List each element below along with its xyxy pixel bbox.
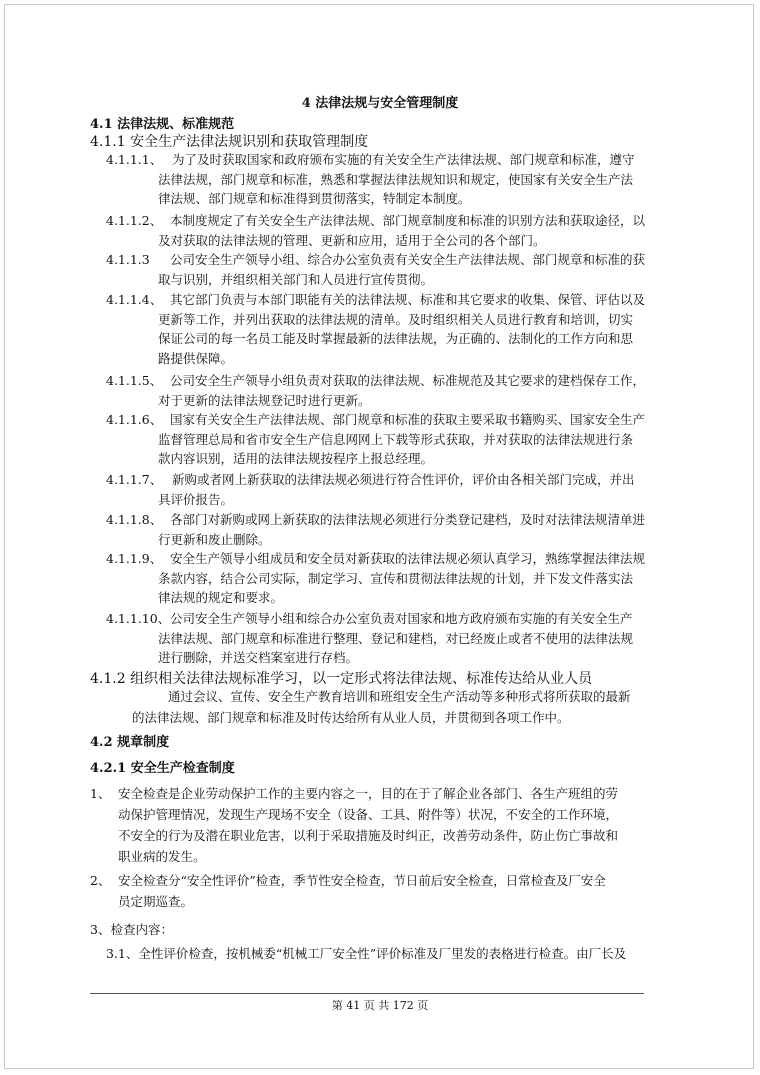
- rule-text-line: 不安全的行为及潜在职业危害，以利于采取措施及时纠正，改善劳动条件，防止伤亡事故和: [118, 828, 619, 843]
- item-text-line: 对于更新的法律法规登记时进行更新。: [158, 392, 371, 408]
- document-title: 4 法律法规与安全管理制度: [301, 96, 459, 111]
- item-number: 4.1.1.6、: [106, 412, 163, 427]
- rule-text-line: 员定期巡查。: [118, 894, 194, 909]
- rule-text-line: 安全检查分“安全性评价”检查，季节性安全检查，节日前后安全检查，日常检查及厂安全: [118, 873, 606, 888]
- item-number: 4.1.1.9、: [106, 551, 163, 566]
- item-text-line: 更新等工作，并列出获取的法律法规的清单。及时组织相关人员进行教育和培训，切实: [158, 311, 634, 327]
- footer-rule: [90, 993, 644, 994]
- item-text-line: 进行删除，并送交档案室进行存档。: [158, 650, 359, 665]
- item-number: 4.1.1.7、: [106, 472, 163, 487]
- item-number: 4.1.1.4、: [106, 292, 163, 307]
- item-text-line: 律法规、部门规章和标准得到贯彻落实，特制定本制度。: [158, 191, 471, 206]
- item-text-line: 新购或者网上新获取的法律法规必须进行符合性评价，评价由各相关部门完成，并出: [172, 472, 635, 487]
- p412-line-1: 通过会议、宣传、安全生产教育培训和班组安全生产活动等多种形式将所获取的最新: [168, 689, 631, 704]
- item-text-line: 公司安全生产领导小组和综合办公室负责对国家和地方政府颁布实施的有关安全生产: [170, 611, 633, 626]
- item-text-line: 监督管理总局和省市安全生产信息网网上下载等形式获取，并对获取的法律法规进行条: [158, 431, 634, 447]
- rule-3-1-text: 3.1、全性评价检查，按机械委“机械工厂安全性”评价标准及厂里发的表格进行检查。由厂长及: [106, 946, 627, 961]
- item-text-line: 法律法规、部门规章和标准进行整理、登记和建档，对已经废止或者不使用的法律法规: [158, 630, 634, 646]
- rule-number: 2、: [90, 873, 111, 888]
- item-text-line: 具评价报告。: [158, 491, 234, 507]
- item-text-line: 取与识别，并组织相关部门和人员进行宣传贯彻。: [158, 271, 434, 287]
- rule-text-line: 安全检查是企业劳动保护工作的主要内容之一，目的在于了解企业各部门、各生产班组的劳: [118, 786, 619, 801]
- item-text-line: 法律法规，部门规章和标准，熟悉和掌握法律法规知识和规定，使国家有关安全生产法: [158, 171, 634, 187]
- item-number: 4.1.1.10、: [106, 611, 171, 626]
- page-footer: 第 41 页 共 172 页: [331, 999, 429, 1012]
- item-text-line: 律法规的规定和要求。: [158, 590, 284, 605]
- item-text-line: 本制度规定了有关安全生产法律法规、部门规章制度和标准的识别方法和获取途径，以: [170, 213, 646, 228]
- item-text-line: 行更新和废止删除。: [158, 531, 271, 547]
- item-number: 4.1.1.3: [106, 252, 150, 267]
- section-4-2-heading: 4.2 规章制度: [90, 735, 170, 750]
- item-text-line: 安全生产领导小组成员和安全员对新获取的法律法规必须认真学习，熟练掌握法律法规: [170, 551, 646, 566]
- item-number: 4.1.1.8、: [106, 512, 163, 527]
- item-number: 4.1.1.5、: [106, 373, 163, 388]
- item-text-line: 公司安全生产领导小组、综合办公室负责有关安全生产法律法规、部门规章和标准的获: [170, 252, 646, 267]
- item-text-line: 路提供保障。: [158, 350, 234, 366]
- section-4-1-1-heading: 4.1.1 安全生产法律法规识别和获取管理制度: [90, 134, 369, 150]
- rule-text-line: 动保护管理情况，发现生产现场不安全（设备、工具、附件等）状况，不安全的工作环境，: [118, 807, 619, 822]
- rule-text-line: 职业病的发生。: [118, 849, 206, 864]
- item-number: 4.1.1.2、: [106, 213, 163, 228]
- item-text-line: 公司安全生产领导小组负责对获取的法律法规、标准规范及其它要求的建档保存工作，: [170, 373, 646, 388]
- item-text-line: 为了及时获取国家和政府颁布实施的有关安全生产法律法规、部门规章和标准，遵守: [172, 152, 635, 167]
- section-4-1-heading: 4.1 法律法规、标准规范: [90, 117, 235, 132]
- item-text-line: 国家有关安全生产法律法规、部门规章和标准的获取主要采取书籍购买、国家安全生产: [170, 412, 646, 427]
- item-text-line: 保证公司的每一名员工能及时掌握最新的法律法规，为正确的、法制化的工作方向和思: [158, 331, 634, 346]
- item-text-line: 及对获取的法律法规的管理、更新和应用，适用于全公司的各个部门。: [158, 232, 546, 248]
- item-text-line: 各部门对新购或网上新获取的法律法规必须进行分类登记建档，及时对法律法规清单进: [170, 512, 646, 527]
- rule-3-heading: 3、检查内容：: [90, 922, 173, 937]
- section-4-1-2-heading: 4.1.2 组织相关法律法规标准学习，以一定形式将法律法规、标准传达给从业人员: [90, 671, 593, 687]
- item-text-line: 条款内容，结合公司实际，制定学习、宣传和贯彻法律法规的计划，并下发文件落实法: [158, 570, 634, 586]
- section-4-2-1-heading: 4.2.1 安全生产检查制度: [90, 761, 235, 776]
- item-text-line: 款内容识别，适用的法律法规按程序上报总经理。: [158, 451, 434, 466]
- item-number: 4.1.1.1、: [106, 152, 163, 167]
- p412-line-2: 的法律法规、部门规章和标准及时传达给所有从业人员，并贯彻到各项工作中。: [132, 710, 570, 725]
- item-text-line: 其它部门负责与本部门职能有关的法律法规、标准和其它要求的收集、保管、评估以及: [170, 292, 646, 307]
- rule-number: 1、: [90, 786, 111, 801]
